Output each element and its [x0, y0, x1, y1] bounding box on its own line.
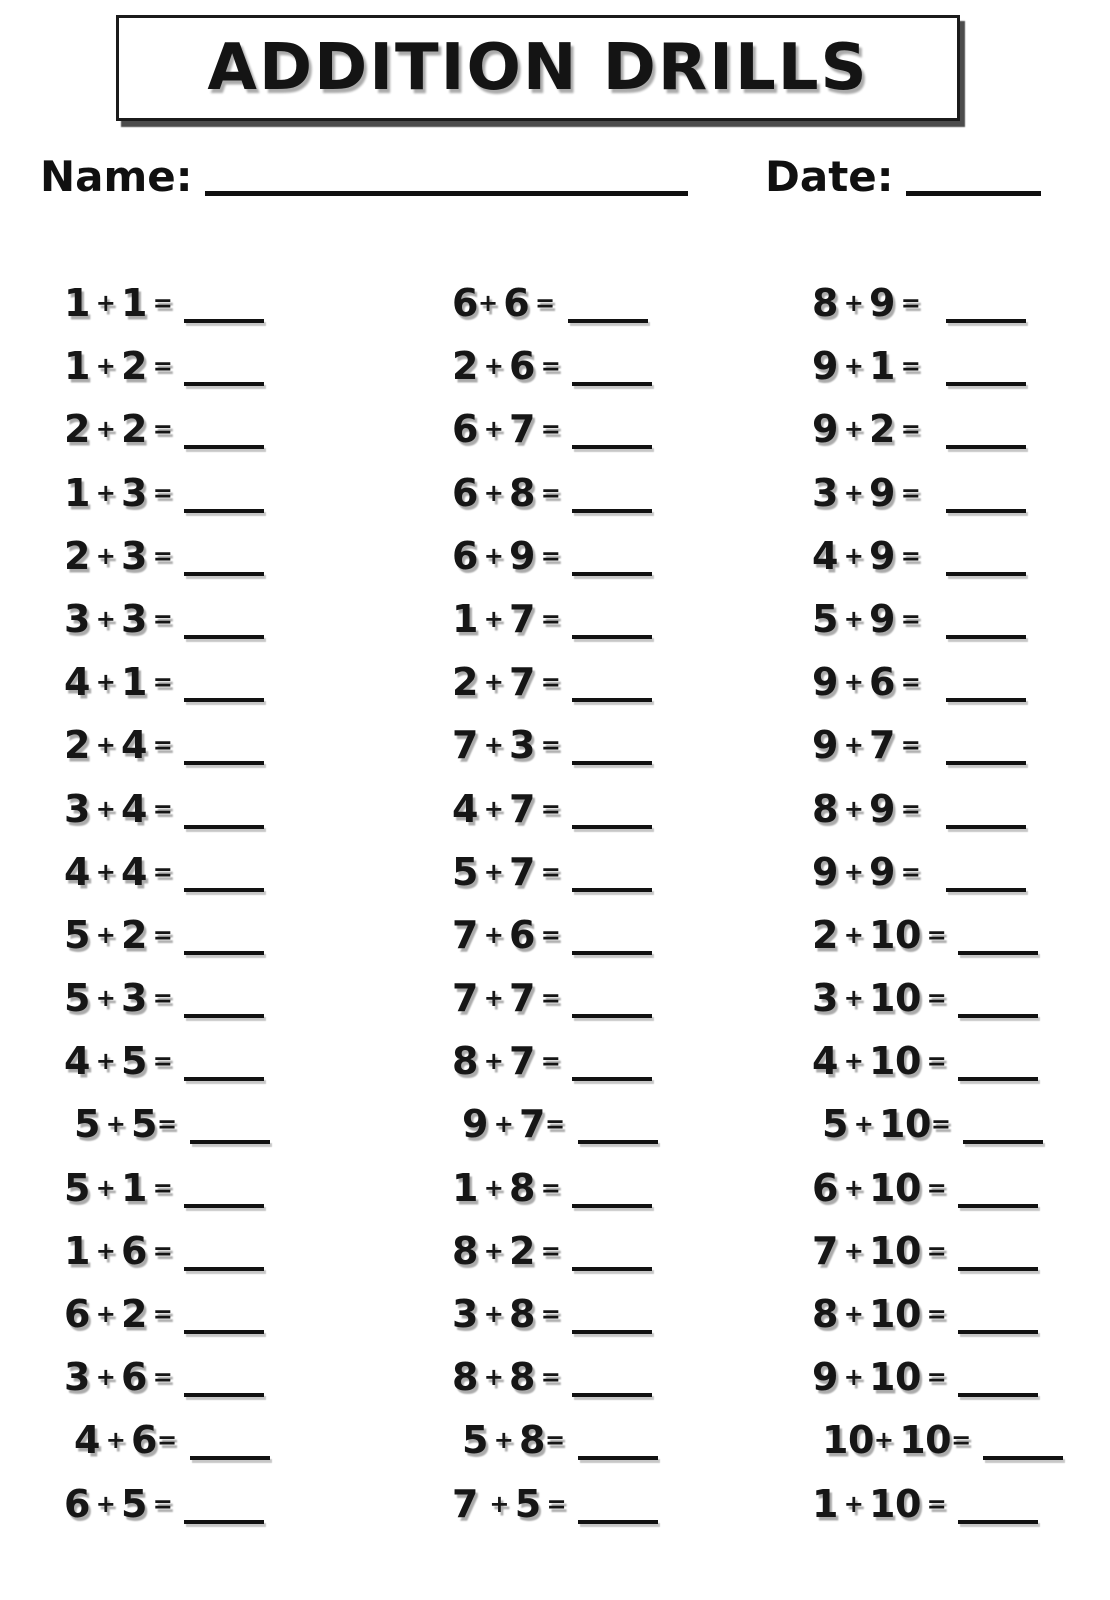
- equation-text: 10+ 10=: [822, 1418, 971, 1463]
- answer-blank: [184, 635, 264, 639]
- problem-row: [452, 967, 658, 1030]
- equation-text: 7 + 10 =: [812, 1228, 947, 1273]
- equation-text: 6 + 10 =: [812, 1165, 947, 1210]
- answer-blank: [572, 1204, 652, 1208]
- problem-row: [452, 1030, 658, 1093]
- equation-text: 9 + 6 =: [812, 660, 921, 705]
- problem-row: [64, 1220, 270, 1283]
- problem-row: [452, 525, 658, 588]
- problem-row: [64, 335, 270, 398]
- equation-text: 6 + 8 =: [452, 470, 561, 515]
- problem-row: [64, 1157, 270, 1220]
- equation-text: 9 + 1 =: [812, 344, 921, 389]
- answer-blank: [184, 509, 264, 513]
- answer-blank: [184, 825, 264, 829]
- equation-text: 7 + 3 =: [452, 723, 561, 768]
- problem-row: [452, 1157, 658, 1220]
- problems-column-2: [452, 272, 658, 1536]
- answer-blank: [946, 572, 1026, 576]
- answer-blank: [568, 319, 648, 323]
- answer-blank: [184, 951, 264, 955]
- date-blank-line: [906, 191, 1041, 196]
- problem-row: [812, 967, 1063, 1030]
- answer-blank: [983, 1456, 1063, 1460]
- answer-blank: [572, 888, 652, 892]
- answer-blank: [958, 1393, 1038, 1397]
- problem-row: [64, 525, 270, 588]
- problem-row: [64, 714, 270, 777]
- equation-text: 5 + 1 =: [64, 1165, 173, 1210]
- equation-text: 5 + 7 =: [452, 849, 561, 894]
- equation-text: 1 + 7 =: [452, 596, 561, 641]
- equation-text: 9 + 7=: [462, 1102, 565, 1147]
- equation-text: 9 + 9 =: [812, 849, 921, 894]
- answer-blank: [572, 1014, 652, 1018]
- equation-text: 2 + 10 =: [812, 912, 947, 957]
- answer-blank: [572, 825, 652, 829]
- answer-blank: [946, 635, 1026, 639]
- equation-text: 6 + 7 =: [452, 407, 561, 452]
- answer-blank: [958, 1014, 1038, 1018]
- problem-row: [452, 1346, 658, 1409]
- answer-blank: [958, 1204, 1038, 1208]
- page-title: ADDITION DRILLS: [207, 31, 869, 105]
- answer-blank: [946, 888, 1026, 892]
- problem-row: [452, 1283, 658, 1346]
- problem-row: [812, 1030, 1063, 1093]
- answer-blank: [946, 445, 1026, 449]
- answer-blank: [958, 1267, 1038, 1271]
- answer-blank: [946, 509, 1026, 513]
- equation-text: 2 + 4 =: [64, 723, 173, 768]
- equation-text: 8 + 9 =: [812, 281, 921, 325]
- answer-blank: [578, 1456, 658, 1460]
- equation-text: 4 + 9 =: [812, 533, 921, 578]
- problem-row: [64, 1283, 270, 1346]
- answer-blank: [572, 445, 652, 449]
- problem-row: [452, 398, 658, 461]
- equation-text: 8 + 2 =: [452, 1228, 561, 1273]
- equation-text: 5 + 10=: [822, 1102, 951, 1147]
- problem-row: [812, 1346, 1063, 1409]
- equation-text: 2 + 2 =: [64, 407, 173, 452]
- problem-row: [64, 1093, 270, 1156]
- problem-row: [452, 462, 658, 525]
- problem-row: [64, 1473, 270, 1536]
- equation-text: 2 + 7 =: [452, 660, 561, 705]
- name-blank-line: [205, 191, 688, 196]
- problem-row: [812, 778, 1063, 841]
- problem-row: [812, 272, 1063, 335]
- answer-blank: [963, 1140, 1043, 1144]
- equation-text: 3 + 4 =: [64, 786, 173, 831]
- answer-blank: [184, 1014, 264, 1018]
- answer-blank: [946, 319, 1026, 323]
- answer-blank: [184, 1520, 264, 1524]
- answer-blank: [184, 698, 264, 702]
- equation-text: 8 + 7 =: [452, 1039, 561, 1084]
- answer-blank: [958, 951, 1038, 955]
- answer-blank: [958, 1077, 1038, 1081]
- answer-blank: [958, 1520, 1038, 1524]
- answer-blank: [946, 382, 1026, 386]
- answer-blank: [572, 635, 652, 639]
- problems-column-1: [64, 272, 270, 1536]
- problem-row: [64, 1346, 270, 1409]
- equation-text: 7 + 7 =: [452, 976, 561, 1021]
- equation-text: 4 + 5 =: [64, 1039, 173, 1084]
- answer-blank: [946, 698, 1026, 702]
- problem-row: [64, 588, 270, 651]
- answer-blank: [572, 572, 652, 576]
- equation-text: 1 + 1 =: [64, 281, 173, 325]
- equation-text: 3 + 10 =: [812, 976, 947, 1021]
- equation-text: 2 + 6 =: [452, 344, 561, 389]
- answer-blank: [184, 382, 264, 386]
- equation-text: 4 + 7 =: [452, 786, 561, 831]
- problem-row: [64, 1409, 270, 1472]
- problem-row: [812, 1220, 1063, 1283]
- answer-blank: [184, 1204, 264, 1208]
- answer-blank: [190, 1140, 270, 1144]
- answer-blank: [572, 382, 652, 386]
- problem-row: [452, 1473, 658, 1536]
- answer-blank: [184, 319, 264, 323]
- equation-text: 9 + 7 =: [812, 723, 921, 768]
- answer-blank: [578, 1140, 658, 1144]
- problem-row: [452, 904, 658, 967]
- equation-text: 8 + 8 =: [452, 1355, 561, 1400]
- answer-blank: [184, 888, 264, 892]
- problem-row: [812, 462, 1063, 525]
- equation-text: 7 + 6 =: [452, 912, 561, 957]
- answer-blank: [572, 509, 652, 513]
- answer-blank: [572, 698, 652, 702]
- equation-text: 8 + 10 =: [812, 1292, 947, 1336]
- problem-row: [812, 1473, 1063, 1536]
- answer-blank: [958, 1330, 1038, 1334]
- problem-row: [64, 1030, 270, 1093]
- answer-blank: [184, 1393, 264, 1397]
- equation-text: 1 + 10 =: [812, 1481, 947, 1526]
- problem-row: [64, 272, 270, 335]
- equation-text: 1 + 8 =: [452, 1165, 561, 1210]
- equation-text: 5 + 3 =: [64, 976, 173, 1021]
- problem-row: [812, 1157, 1063, 1220]
- problem-row: [812, 525, 1063, 588]
- problem-row: [64, 841, 270, 904]
- equation-text: 4 + 6=: [74, 1418, 177, 1463]
- date-field: [765, 152, 1041, 201]
- problem-row: [812, 714, 1063, 777]
- equation-text: 4 + 1 =: [64, 660, 173, 705]
- answer-blank: [946, 825, 1026, 829]
- answer-blank: [190, 1456, 270, 1460]
- problem-row: [812, 651, 1063, 714]
- equation-text: 2 + 3 =: [64, 533, 173, 578]
- problem-row: [452, 778, 658, 841]
- equation-text: 5 + 9 =: [812, 596, 921, 641]
- problem-row: [64, 778, 270, 841]
- equation-text: 1 + 6 =: [64, 1228, 173, 1273]
- problem-row: [812, 588, 1063, 651]
- answer-blank: [578, 1520, 658, 1524]
- equation-text: 1 + 2 =: [64, 344, 173, 389]
- equation-text: 4 + 4 =: [64, 849, 173, 894]
- problem-row: [64, 462, 270, 525]
- date-label: Date:: [765, 152, 894, 201]
- answer-blank: [572, 1330, 652, 1334]
- problems-column-3: [812, 272, 1063, 1536]
- answer-blank: [184, 445, 264, 449]
- problem-row: [452, 1220, 658, 1283]
- equation-text: 3 + 9 =: [812, 470, 921, 515]
- answer-blank: [184, 1267, 264, 1271]
- answer-blank: [184, 1077, 264, 1081]
- equation-text: 5 + 5=: [74, 1102, 177, 1147]
- name-label: Name:: [40, 152, 193, 201]
- problem-row: [812, 841, 1063, 904]
- title-box: [116, 15, 960, 121]
- problem-row: [64, 967, 270, 1030]
- equation-text: 1 + 3 =: [64, 470, 173, 515]
- problem-row: [64, 904, 270, 967]
- problem-row: [452, 588, 658, 651]
- problem-row: [64, 651, 270, 714]
- answer-blank: [184, 1330, 264, 1334]
- equation-text: 6 + 5 =: [64, 1481, 173, 1526]
- problem-row: [452, 272, 658, 335]
- answer-blank: [572, 1077, 652, 1081]
- answer-blank: [572, 1393, 652, 1397]
- equation-text: 9 + 10 =: [812, 1355, 947, 1400]
- problem-row: [452, 714, 658, 777]
- equation-text: 5 + 8=: [462, 1418, 565, 1463]
- answer-blank: [184, 572, 264, 576]
- answer-blank: [946, 761, 1026, 765]
- equation-text: 3 + 8 =: [452, 1292, 561, 1336]
- equation-text: 9 + 2 =: [812, 407, 921, 452]
- equation-text: 3 + 6 =: [64, 1355, 173, 1400]
- name-field: [40, 152, 688, 201]
- problem-row: [452, 335, 658, 398]
- equation-text: 7 + 5 =: [452, 1481, 567, 1526]
- problem-row: [812, 1093, 1063, 1156]
- equation-text: 8 + 9 =: [812, 786, 921, 831]
- problem-row: [812, 1409, 1063, 1472]
- equation-text: 6 + 9 =: [452, 533, 561, 578]
- problem-row: [812, 335, 1063, 398]
- problem-row: [452, 1093, 658, 1156]
- problem-row: [812, 398, 1063, 461]
- equation-text: 4 + 10 =: [812, 1039, 947, 1084]
- problem-row: [452, 841, 658, 904]
- problem-row: [812, 1283, 1063, 1346]
- problem-row: [812, 904, 1063, 967]
- problem-row: [452, 1409, 658, 1472]
- equation-text: 3 + 3 =: [64, 596, 173, 641]
- answer-blank: [572, 951, 652, 955]
- equation-text: 6+ 6 =: [452, 281, 555, 325]
- equation-text: 5 + 2 =: [64, 912, 173, 957]
- equation-text: 6 + 2 =: [64, 1292, 173, 1336]
- problem-row: [64, 398, 270, 461]
- problem-row: [452, 651, 658, 714]
- answer-blank: [572, 761, 652, 765]
- answer-blank: [184, 761, 264, 765]
- answer-blank: [572, 1267, 652, 1271]
